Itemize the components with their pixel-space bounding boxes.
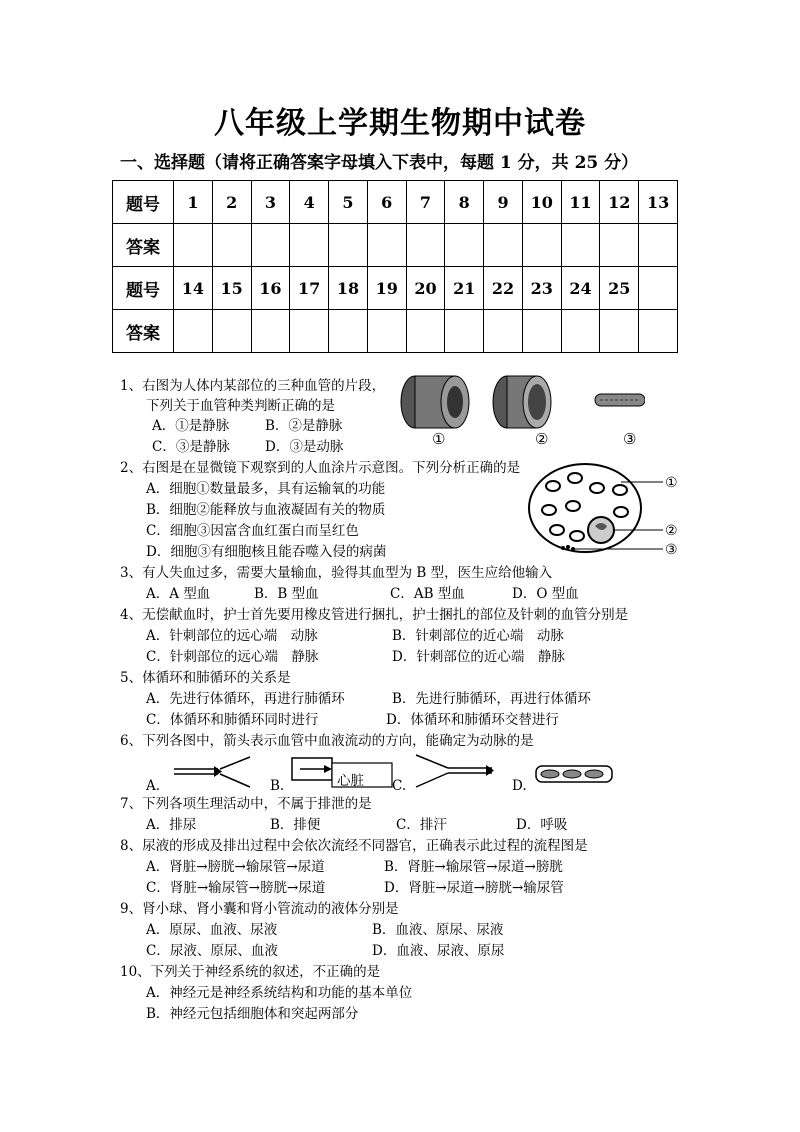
q4-option-a: A．针刺部位的远心端 动脉 bbox=[146, 628, 318, 644]
q7-stem: 7、下列各项生理活动中，不属于排泄的是 bbox=[120, 796, 372, 812]
q4-option-b: B．针刺部位的近心端 动脉 bbox=[392, 628, 564, 644]
smear-label-3: ③ bbox=[665, 542, 678, 558]
answer-cell bbox=[445, 224, 484, 267]
question-number-cell: 7 bbox=[406, 181, 445, 224]
answer-cell bbox=[174, 224, 213, 267]
q10-option-b: B．神经元包括细胞体和突起两部分 bbox=[146, 1006, 359, 1022]
answer-table bbox=[112, 180, 678, 353]
q8-option-b: B．肾脏→输尿管→尿道→膀胱 bbox=[384, 859, 563, 875]
smear-label-1: ① bbox=[665, 475, 678, 491]
q3-option-a: A．A 型血 bbox=[146, 586, 211, 602]
q1-option-a: A．①是静脉 bbox=[152, 418, 230, 434]
answer-cell bbox=[484, 224, 523, 267]
answer-cell bbox=[174, 310, 213, 353]
answer-cell bbox=[484, 310, 523, 353]
row-label-answer: 答案 bbox=[113, 224, 174, 267]
q10-option-a: A．神经元是神经系统结构和功能的基本单位 bbox=[146, 985, 413, 1001]
answer-cell bbox=[251, 310, 290, 353]
answer-cell bbox=[445, 310, 484, 353]
q1-option-d: D．③是动脉 bbox=[265, 439, 344, 455]
q9-option-a: A．原尿、血液、尿液 bbox=[146, 922, 278, 938]
question-number-cell: 23 bbox=[522, 267, 561, 310]
table-row-numbers-1 bbox=[113, 181, 678, 224]
q2-stem: 2、右图是在显微镜下观察到的人血涂片示意图。下列分析正确的是 bbox=[120, 460, 521, 476]
section-heading: 一、选择题（请将正确答案字母填入下表中，每题 1 分，共 25 分） bbox=[120, 153, 639, 173]
answer-cell bbox=[367, 310, 406, 353]
q6-option-d: D. bbox=[512, 778, 527, 794]
question-number-cell: 9 bbox=[484, 181, 523, 224]
vessel-label-2: ② bbox=[535, 430, 549, 448]
question-number-cell: 8 bbox=[445, 181, 484, 224]
question-number-cell: 14 bbox=[174, 267, 213, 310]
q3-option-d: D．O 型血 bbox=[512, 586, 579, 602]
q1-stem-line2: 下列关于血管种类判断正确的是 bbox=[146, 398, 335, 414]
row-label-number: 题号 bbox=[113, 181, 174, 224]
question-number-cell: 21 bbox=[445, 267, 484, 310]
question-number-cell: 4 bbox=[290, 181, 329, 224]
question-number-cell: 17 bbox=[290, 267, 329, 310]
q6-diagram-a bbox=[172, 755, 262, 789]
q5-stem: 5、体循环和肺循环的关系是 bbox=[120, 670, 291, 686]
answer-cell bbox=[251, 224, 290, 267]
q7-option-c: C．排汗 bbox=[396, 817, 447, 833]
q7-option-d: D．呼吸 bbox=[516, 817, 568, 833]
question-number-cell: 1 bbox=[174, 181, 213, 224]
q2-option-d: D．细胞③有细胞核且能吞噬入侵的病菌 bbox=[146, 544, 387, 560]
q5-option-b: B．先进行肺循环，再进行体循环 bbox=[392, 691, 591, 707]
q10-stem: 10、下列关于神经系统的叙述，不正确的是 bbox=[120, 964, 381, 980]
answer-cell bbox=[561, 310, 600, 353]
answer-cell bbox=[639, 224, 678, 267]
question-number-cell: 16 bbox=[251, 267, 290, 310]
q6-option-c: C. bbox=[392, 778, 407, 794]
q6-option-b: B. bbox=[270, 778, 285, 794]
answer-cell bbox=[212, 310, 251, 353]
question-number-cell: 13 bbox=[639, 181, 678, 224]
q6-option-a: A. bbox=[146, 778, 161, 794]
q4-option-c: C．针刺部位的远心端 静脉 bbox=[146, 649, 319, 665]
q6-diagram-d bbox=[534, 762, 616, 786]
answer-cell bbox=[522, 310, 561, 353]
question-number-cell: 24 bbox=[561, 267, 600, 310]
question-number-cell: 6 bbox=[367, 181, 406, 224]
q2-option-b: B．细胞②能释放与血液凝固有关的物质 bbox=[146, 502, 386, 518]
q9-stem: 9、肾小球、肾小囊和肾小管流动的液体分别是 bbox=[120, 901, 399, 917]
answer-cell bbox=[600, 310, 639, 353]
q9-option-d: D．血液、尿液、原尿 bbox=[372, 943, 505, 959]
q2-option-a: A．细胞①数量最多，具有运输氧的功能 bbox=[146, 481, 386, 497]
q5-option-c: C．体循环和肺循环同时进行 bbox=[146, 712, 319, 728]
blood-vessels-figure bbox=[395, 370, 645, 450]
q5-option-d: D．体循环和肺循环交替进行 bbox=[386, 712, 559, 728]
q1-stem: 1、右图为人体内某部位的三种血管的片段， bbox=[120, 378, 386, 394]
q3-stem: 3、有人失血过多，需要大量输血，验得其血型为 B 型，医生应给他输入 bbox=[120, 565, 553, 581]
answer-cell bbox=[290, 310, 329, 353]
q9-option-c: C．尿液、原尿、血液 bbox=[146, 943, 278, 959]
q6-stem: 6、下列各图中，箭头表示血管中血液流动的方向，能确定为动脉的是 bbox=[120, 733, 534, 749]
vessel-3-icon bbox=[595, 394, 645, 406]
question-number-cell: 20 bbox=[406, 267, 445, 310]
q7-option-b: B．排便 bbox=[270, 817, 321, 833]
question-number-cell: 15 bbox=[212, 267, 251, 310]
question-number-cell: 11 bbox=[561, 181, 600, 224]
answer-cell bbox=[639, 310, 678, 353]
q1-option-c: C．③是静脉 bbox=[152, 439, 230, 455]
q3-option-b: B．B 型血 bbox=[254, 586, 319, 602]
vessel-label-1: ① bbox=[432, 430, 446, 448]
answer-cell bbox=[329, 224, 368, 267]
question-number-cell: 22 bbox=[484, 267, 523, 310]
heart-label: 心脏 bbox=[337, 773, 364, 789]
table-row-answers-2 bbox=[113, 310, 678, 353]
answer-cell bbox=[522, 224, 561, 267]
q8-option-d: D．肾脏→尿道→膀胱→输尿管 bbox=[384, 880, 564, 896]
vessel-1-icon bbox=[401, 376, 469, 428]
answer-cell bbox=[367, 224, 406, 267]
q5-option-a: A．先进行体循环，再进行肺循环 bbox=[146, 691, 345, 707]
answer-cell bbox=[561, 224, 600, 267]
answer-cell bbox=[329, 310, 368, 353]
q2-option-c: C．细胞③因富含血红蛋白而呈红色 bbox=[146, 523, 359, 539]
q8-stem: 8、尿液的形成及排出过程中会依次流经不同器官，正确表示此过程的流程图是 bbox=[120, 838, 588, 854]
q1-option-b: B．②是静脉 bbox=[265, 418, 343, 434]
question-number-cell: 25 bbox=[600, 267, 639, 310]
blood-smear-figure bbox=[525, 460, 690, 560]
question-number-cell: 19 bbox=[367, 267, 406, 310]
q6-diagram-c bbox=[412, 753, 498, 789]
question-number-cell: 2 bbox=[212, 181, 251, 224]
answer-cell bbox=[406, 224, 445, 267]
question-number-cell bbox=[639, 267, 678, 310]
table-row-answers-1 bbox=[113, 224, 678, 267]
question-number-cell: 10 bbox=[522, 181, 561, 224]
question-number-cell: 5 bbox=[329, 181, 368, 224]
q9-option-b: B．血液、原尿、尿液 bbox=[372, 922, 504, 938]
q4-option-d: D．针刺部位的近心端 静脉 bbox=[392, 649, 565, 665]
page-title: 八年级上学期生物期中试卷 bbox=[214, 106, 586, 141]
q8-option-c: C．肾脏→输尿管→膀胱→尿道 bbox=[146, 880, 326, 896]
answer-cell bbox=[406, 310, 445, 353]
smear-label-2: ② bbox=[665, 523, 678, 539]
question-number-cell: 18 bbox=[329, 267, 368, 310]
vessel-label-3: ③ bbox=[623, 430, 637, 448]
q3-option-c: C．AB 型血 bbox=[390, 586, 465, 602]
table-row-numbers-2 bbox=[113, 267, 678, 310]
q7-option-a: A．排尿 bbox=[146, 817, 197, 833]
question-number-cell: 12 bbox=[600, 181, 639, 224]
q4-stem: 4、无偿献血时，护士首先要用橡皮管进行捆扎，护士捆扎的部位及针刺的血管分别是 bbox=[120, 607, 629, 623]
answer-cell bbox=[290, 224, 329, 267]
white-cell-icon bbox=[588, 517, 614, 543]
q8-option-a: A．肾脏→膀胱→输尿管→尿道 bbox=[146, 859, 325, 875]
row-label-number: 题号 bbox=[113, 267, 174, 310]
question-number-cell: 3 bbox=[251, 181, 290, 224]
answer-cell bbox=[212, 224, 251, 267]
answer-cell bbox=[600, 224, 639, 267]
row-label-answer: 答案 bbox=[113, 310, 174, 353]
vessel-2-icon bbox=[493, 376, 551, 428]
